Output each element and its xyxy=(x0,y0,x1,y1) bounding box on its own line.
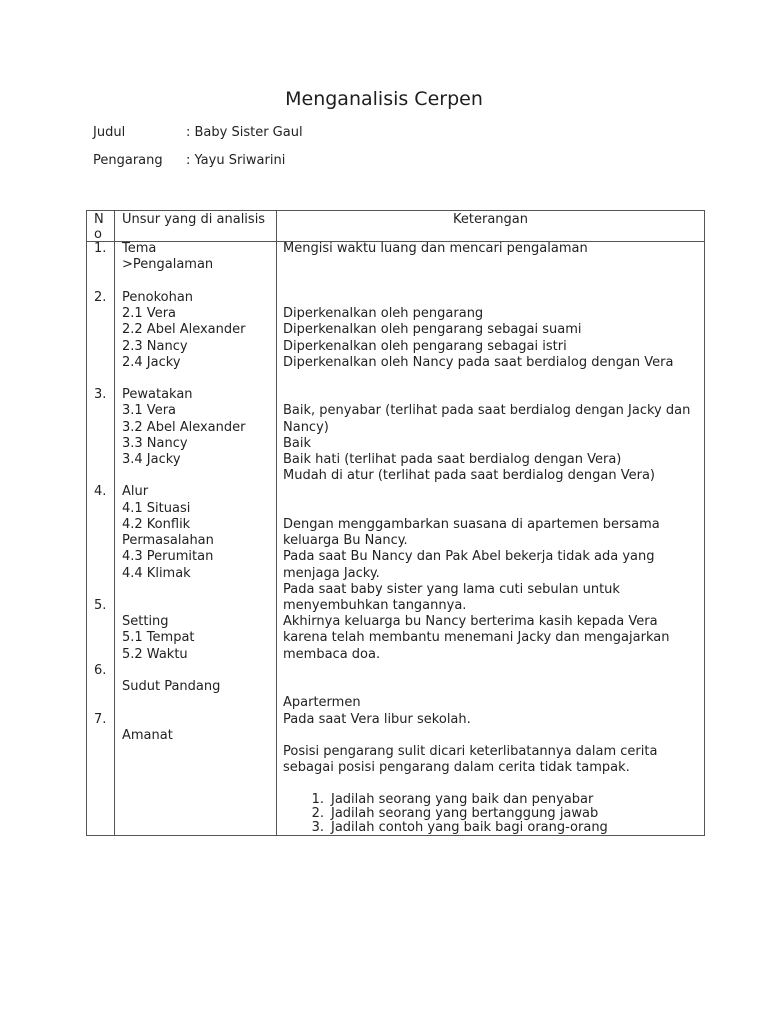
list-item-text: Jadilah contoh yang baik bagi orang-orang xyxy=(331,820,608,835)
keterangan-line: menyembuhkan tangannya. xyxy=(283,598,467,613)
unsur-line: Sudut Pandang xyxy=(122,679,221,694)
unsur-line: Permasalahan xyxy=(122,533,214,548)
list-item-text: Jadilah seorang yang baik dan penyabar xyxy=(331,792,594,807)
column-divider xyxy=(114,211,115,835)
list-item-number: 2. xyxy=(311,806,324,821)
unsur-line: 3.1 Vera xyxy=(122,403,176,418)
unsur-line: 2.1 Vera xyxy=(122,306,176,321)
row-number: 6. xyxy=(94,663,107,678)
keterangan-line: Mudah di atur (terlihat pada saat berdialog dengan Vera) xyxy=(283,468,655,483)
row-number: 1. xyxy=(94,241,107,256)
list-item-text: Jadilah seorang yang bertanggung jawab xyxy=(331,806,599,821)
unsur-line: 3.4 Jacky xyxy=(122,452,181,467)
header-keterangan: Keterangan xyxy=(453,212,528,227)
keterangan-line: Diperkenalkan oleh pengarang xyxy=(283,306,484,321)
keterangan-line: menjaga Jacky. xyxy=(283,566,380,581)
keterangan-line: Pada saat baby sister yang lama cuti sebulan untuk xyxy=(283,582,620,597)
unsur-line: 2.4 Jacky xyxy=(122,355,181,370)
keterangan-line: Baik hati (terlihat pada saat berdialog dengan Vera) xyxy=(283,452,622,467)
keterangan-line: Nancy) xyxy=(283,420,329,435)
keterangan-line: Diperkenalkan oleh pengarang sebagai suami xyxy=(283,322,582,337)
document-title: Menganalisis Cerpen xyxy=(285,88,483,110)
unsur-line: >Pengalaman xyxy=(122,257,214,272)
header-unsur: Unsur yang di analisis xyxy=(122,212,266,227)
unsur-line: Tema xyxy=(122,241,157,256)
row-number: 2. xyxy=(94,290,107,305)
keterangan-line: Baik, penyabar (terlihat pada saat berdialog dengan Jacky dan xyxy=(283,403,691,418)
unsur-line: Setting xyxy=(122,614,169,629)
keterangan-line: Baik xyxy=(283,436,312,451)
meta-value: : Yayu Sriwarini xyxy=(186,153,286,168)
row-number: 4. xyxy=(94,484,107,499)
unsur-line: Alur xyxy=(122,484,149,499)
keterangan-line: Mengisi waktu luang dan mencari pengalaman xyxy=(283,241,588,256)
unsur-line: 5.1 Tempat xyxy=(122,630,195,645)
keterangan-line: membaca doa. xyxy=(283,647,381,662)
keterangan-line: Diperkenalkan oleh pengarang sebagai istri xyxy=(283,339,567,354)
list-item-number: 1. xyxy=(311,792,324,807)
unsur-line: 3.3 Nancy xyxy=(122,436,188,451)
row-number: 7. xyxy=(94,712,107,727)
keterangan-line: Apartermen xyxy=(283,695,361,710)
meta-key: Pengarang xyxy=(93,153,163,168)
unsur-line: 4.3 Perumitan xyxy=(122,549,214,564)
unsur-line: 4.2 Konflik xyxy=(122,517,191,532)
keterangan-line: Posisi pengarang sulit dicari keterlibatannya dalam cerita xyxy=(283,744,658,759)
analysis-table xyxy=(86,210,705,836)
row-number: 3. xyxy=(94,387,107,402)
unsur-line: Amanat xyxy=(122,728,173,743)
unsur-line: 2.2 Abel Alexander xyxy=(122,322,246,337)
unsur-line: 5.2 Waktu xyxy=(122,647,188,662)
keterangan-line: karena telah membantu menemani Jacky dan mengajarkan xyxy=(283,630,670,645)
unsur-line: Pewatakan xyxy=(122,387,193,402)
header-no: N o xyxy=(94,212,104,242)
meta-value: : Baby Sister Gaul xyxy=(186,125,303,140)
column-divider xyxy=(276,211,277,835)
unsur-line: Penokohan xyxy=(122,290,194,305)
keterangan-line: sebagai posisi pengarang dalam cerita tidak tampak. xyxy=(283,760,630,775)
keterangan-line: Pada saat Bu Nancy dan Pak Abel bekerja tidak ada yang xyxy=(283,549,655,564)
keterangan-line: keluarga Bu Nancy. xyxy=(283,533,408,548)
unsur-line: 3.2 Abel Alexander xyxy=(122,420,246,435)
row-number: 5. xyxy=(94,598,107,613)
keterangan-line: Pada saat Vera libur sekolah. xyxy=(283,712,471,727)
unsur-line: 4.4 Klimak xyxy=(122,566,191,581)
keterangan-line: Dengan menggambarkan suasana di apartemen bersama xyxy=(283,517,660,532)
meta-key: Judul xyxy=(93,125,126,140)
list-item-number: 3. xyxy=(311,820,324,835)
keterangan-line: Diperkenalkan oleh Nancy pada saat berdialog dengan Vera xyxy=(283,355,674,370)
unsur-line: 4.1 Situasi xyxy=(122,501,191,516)
keterangan-line: Akhirnya keluarga bu Nancy berterima kasih kepada Vera xyxy=(283,614,658,629)
unsur-line: 2.3 Nancy xyxy=(122,339,188,354)
